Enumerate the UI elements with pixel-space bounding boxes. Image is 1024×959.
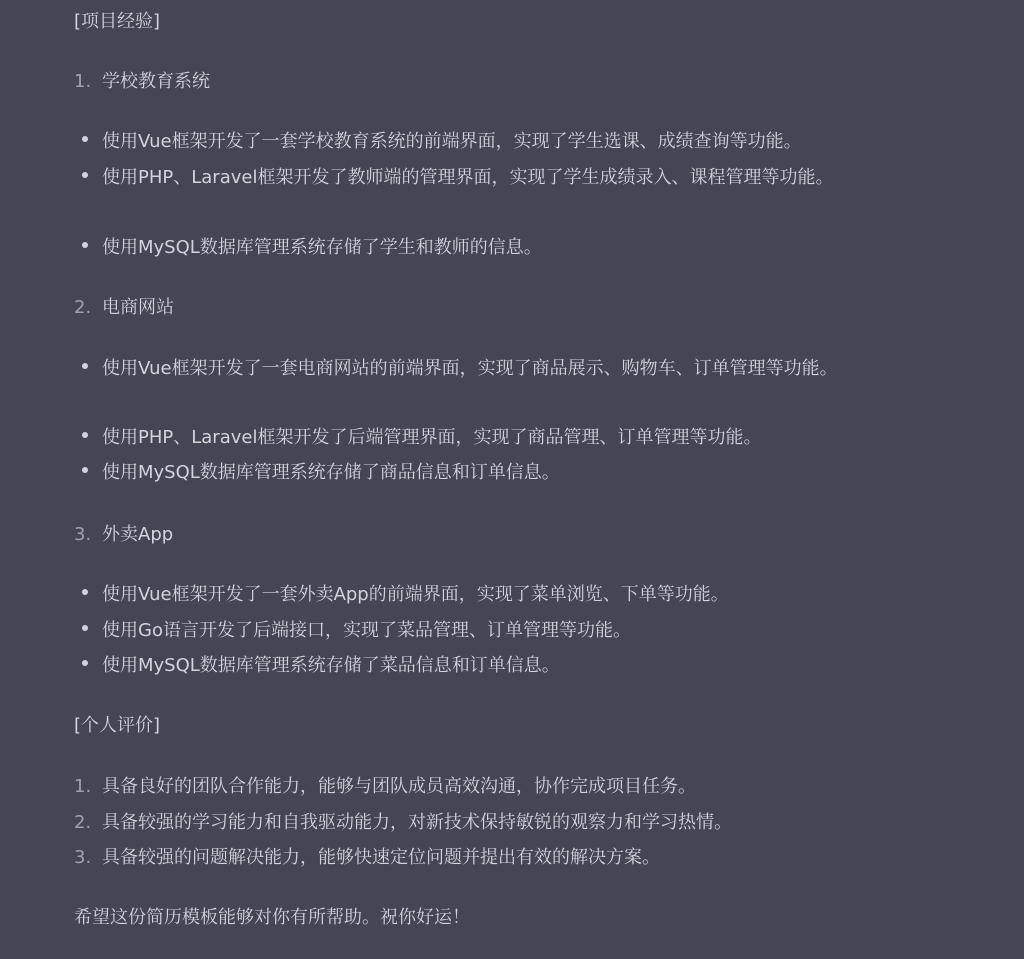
list-number: 1. [74,71,92,92]
bullet-item: 使用Vue框架开发了一套电商网站的前端界面，实现了商品展示、购物车、订单管理等功能。 [74,352,894,386]
project-title: 外卖App [102,524,174,545]
closing-text: 希望这份简历模板能够对你有所帮助。祝你好运！ [74,907,470,928]
bullet-dot-icon [82,589,88,595]
bullet-dot-icon [82,363,88,369]
list-number: 3. [74,524,92,545]
project-title: 学校教育系统 [102,71,210,92]
bullet-dot-icon [82,660,88,666]
list-number: 2. [74,297,92,318]
bullet-item: 使用MySQL数据库管理系统存储了菜品信息和订单信息。 [74,649,894,683]
bullet-item: 使用Go语言开发了后端接口，实现了菜品管理、订单管理等功能。 [74,614,894,648]
project-title: 电商网站 [102,297,174,318]
bullet-item: 使用MySQL数据库管理系统存储了学生和教师的信息。 [74,231,894,265]
bullet-item: 使用PHP、Laravel框架开发了教师端的管理界面，实现了学生成绩录入、课程管理等功能。 [74,161,894,195]
bullet-item: 使用MySQL数据库管理系统存储了商品信息和订单信息。 [74,456,894,490]
bullet-dot-icon [82,467,88,473]
bullet-item: 使用Vue框架开发了一套外卖App的前端界面，实现了菜单浏览、下单等功能。 [74,578,894,612]
evaluation-heading: [个人评价] [74,715,161,736]
bullet-dot-icon [82,625,88,631]
projects-heading: [项目经验] [74,11,161,32]
list-number: 3. [74,847,92,868]
bullet-item: 使用Vue框架开发了一套学校教育系统的前端界面，实现了学生选课、成绩查询等功能。 [74,125,894,159]
list-number: 2. [74,812,92,833]
bullet-dot-icon [82,136,88,142]
bullet-item: 使用PHP、Laravel框架开发了后端管理界面，实现了商品管理、订单管理等功能。 [74,421,894,455]
bullet-dot-icon [82,432,88,438]
bullet-dot-icon [82,172,88,178]
list-number: 1. [74,776,92,797]
bullet-dot-icon [82,242,88,248]
